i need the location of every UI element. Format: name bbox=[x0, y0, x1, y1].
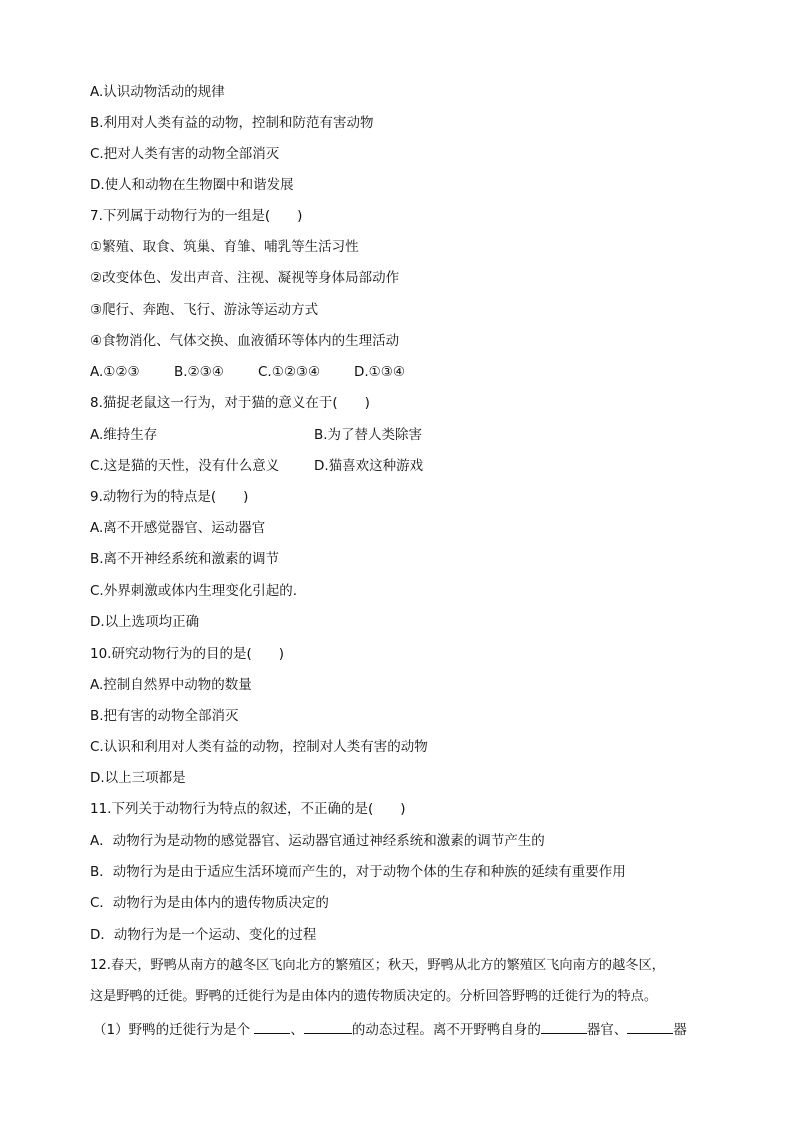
question-9: 9.动物行为的特点是( ) bbox=[90, 489, 249, 505]
question-10: 10.研究动物行为的目的是( ) bbox=[90, 646, 285, 662]
q6-option-d: D.使人和动物在生物圈中和谐发展 bbox=[90, 177, 294, 193]
q8-option-b: B.为了替人类除害 bbox=[314, 427, 423, 443]
answer-blank-4[interactable] bbox=[627, 1019, 673, 1034]
q12-sub1-text-5: 器 bbox=[673, 1022, 687, 1038]
q10-option-c: C.认识和利用对人类有益的动物，控制对人类有害的动物 bbox=[90, 739, 428, 755]
q12-subquestion-1 bbox=[93, 1019, 687, 1039]
q11-option-c: C．动物行为是由体内的遗传物质决定的 bbox=[90, 895, 329, 911]
q7-option-a: A.①②③ bbox=[90, 364, 140, 380]
q7-item-1: ①繁殖、取食、筑巢、育雏、哺乳等生活习性 bbox=[90, 239, 359, 255]
q6-option-c: C.把对人类有害的动物全部消灭 bbox=[90, 146, 280, 162]
q9-option-d: D.以上选项均正确 bbox=[90, 614, 200, 630]
q9-option-b: B.离不开神经系统和激素的调节 bbox=[90, 551, 280, 567]
q9-option-a: A.离不开感觉器官、运动器官 bbox=[90, 520, 266, 536]
question-12-line-2: 这是野鸭的迁徙。野鸭的迁徙行为是由体内的遗传物质决定的。分析回答野鸭的迁徙行为的特点。 bbox=[90, 989, 658, 1004]
question-12-line-1: 12.春天，野鸭从南方的越冬区飞向北方的繁殖区；秋天，野鸭从北方的繁殖区飞向南方的越冬区， bbox=[90, 958, 665, 973]
q8-option-a: A.维持生存 bbox=[90, 427, 158, 443]
q8-option-d: D.猫喜欢这种游戏 bbox=[314, 458, 424, 474]
q12-sub1-text-2: 、 bbox=[290, 1022, 304, 1038]
q12-sub1-text-1: （1）野鸭的迁徙行为是个 bbox=[93, 1022, 255, 1038]
q6-option-a: A.认识动物活动的规律 bbox=[90, 84, 225, 100]
q6-option-b: B.利用对人类有益的动物，控制和防范有害动物 bbox=[90, 115, 374, 131]
q7-option-c: C.①②③④ bbox=[258, 364, 321, 380]
q7-item-3: ③爬行、奔跑、飞行、游泳等运动方式 bbox=[90, 302, 319, 318]
answer-blank-1[interactable] bbox=[254, 1019, 290, 1034]
q7-item-4: ④食物消化、气体交换、血液循环等体内的生理活动 bbox=[90, 333, 400, 349]
q11-option-b: B．动物行为是由于适应生活环境而产生的，对于动物个体的生存和种族的延续有重要作用 bbox=[90, 864, 626, 880]
question-7: 7.下列属于动物行为的一组是( ) bbox=[90, 208, 303, 224]
q12-sub1-text-4: 器官、 bbox=[586, 1022, 628, 1038]
q10-option-b: B.把有害的动物全部消灭 bbox=[90, 708, 239, 724]
q8-row-2 bbox=[90, 457, 424, 475]
q8-option-c: C.这是猫的天性，没有什么意义 bbox=[90, 458, 280, 474]
q7-option-d: D.①③④ bbox=[354, 364, 405, 380]
q10-option-d: D.以上三项都是 bbox=[90, 770, 186, 786]
q8-row-1 bbox=[90, 426, 423, 444]
answer-blank-2[interactable] bbox=[304, 1019, 352, 1034]
q7-item-2: ②改变体色、发出声音、注视、凝视等身体局部动作 bbox=[90, 270, 400, 286]
question-8: 8.猫捉老鼠这一行为，对于猫的意义在于( ) bbox=[90, 395, 370, 411]
q11-option-a: A．动物行为是动物的感觉器官、运动器官通过神经系统和激素的调节产生的 bbox=[90, 833, 545, 849]
q11-option-d: D．动物行为是一个运动、变化的过程 bbox=[90, 927, 317, 943]
question-11: 11.下列关于动物行为特点的叙述，不正确的是( ) bbox=[90, 801, 406, 817]
q9-option-c: C.外界刺激或体内生理变化引起的. bbox=[90, 583, 298, 599]
q10-option-a: A.控制自然界中动物的数量 bbox=[90, 677, 252, 693]
answer-blank-3[interactable] bbox=[541, 1019, 587, 1034]
q12-sub1-text-3: 的动态过程。离不开野鸭自身的 bbox=[351, 1022, 541, 1038]
q7-option-b: B.②③④ bbox=[174, 364, 224, 380]
